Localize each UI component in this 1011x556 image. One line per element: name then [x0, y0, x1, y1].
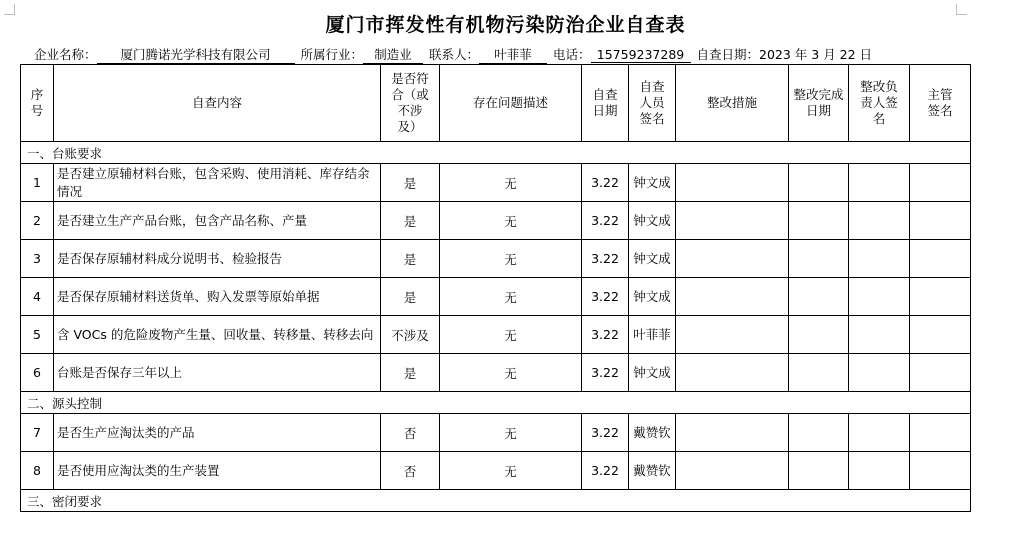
section-title: 二、源头控制 — [21, 392, 971, 414]
cell-content: 是否保存原辅材料成分说明书、检验报告 — [54, 240, 381, 278]
header-seq: 序号 — [21, 65, 54, 142]
cell-seq: 4 — [21, 278, 54, 316]
cell-measure — [676, 354, 789, 392]
cell-supervisor-signature — [910, 354, 971, 392]
cell-checker-signature: 钟文成 — [629, 202, 676, 240]
cell-checker-signature: 戴赞钦 — [629, 452, 676, 490]
cell-measure — [676, 414, 789, 452]
cell-issue: 无 — [440, 202, 582, 240]
cell-supervisor-signature — [910, 316, 971, 354]
section-row — [21, 392, 971, 414]
phone-value: 15759237289 — [591, 47, 691, 63]
cell-measure — [676, 202, 789, 240]
cell-conform: 是 — [381, 278, 440, 316]
cell-finish-date — [789, 316, 849, 354]
cell-checker-signature: 钟文成 — [629, 354, 676, 392]
section-title: 一、台账要求 — [21, 142, 971, 164]
table-row — [21, 354, 971, 392]
industry-label: 所属行业： — [300, 47, 364, 62]
cell-content: 台账是否保存三年以上 — [54, 354, 381, 392]
header-finish-date: 整改完成日期 — [789, 65, 849, 142]
table-row — [21, 278, 971, 316]
cell-supervisor-signature — [910, 414, 971, 452]
cell-finish-date — [789, 240, 849, 278]
cell-issue: 无 — [440, 414, 582, 452]
cell-issue: 无 — [440, 452, 582, 490]
table-row — [21, 240, 971, 278]
cell-finish-date — [789, 354, 849, 392]
cell-supervisor-signature — [910, 164, 971, 202]
cell-seq: 2 — [21, 202, 54, 240]
cell-check-date: 3.22 — [582, 202, 629, 240]
contact-label: 联系人： — [429, 47, 480, 62]
cell-checker-signature: 叶菲菲 — [629, 316, 676, 354]
section-title: 三、密闭要求 — [21, 490, 971, 512]
cell-checker-signature: 钟文成 — [629, 164, 676, 202]
cell-finish-date — [789, 414, 849, 452]
cell-issue: 无 — [440, 354, 582, 392]
header-checker: 自查人员签名 — [629, 65, 676, 142]
section-row — [21, 142, 971, 164]
cell-content: 是否建立原辅材料台账，包含采购、使用消耗、库存结余情况 — [54, 164, 381, 202]
cell-content: 是否生产应淘汰类的产品 — [54, 414, 381, 452]
cell-content: 是否建立生产产品台账，包含产品名称、产量 — [54, 202, 381, 240]
cell-issue: 无 — [440, 164, 582, 202]
cell-check-date: 3.22 — [582, 278, 629, 316]
cell-check-date: 3.22 — [582, 414, 629, 452]
company-label: 企业名称： — [34, 47, 97, 62]
cell-measure — [676, 278, 789, 316]
cell-responsible-signature — [849, 354, 910, 392]
cell-content: 是否保存原辅材料送货单、购入发票等原始单据 — [54, 278, 381, 316]
document-title: 厦门市挥发性有机物污染防治企业自查表 — [325, 14, 686, 36]
cell-finish-date — [789, 452, 849, 490]
cell-check-date: 3.22 — [582, 164, 629, 202]
cell-finish-date — [789, 278, 849, 316]
cell-supervisor-signature — [910, 278, 971, 316]
company-value: 厦门腾诺光学科技有限公司 — [97, 45, 295, 64]
cell-conform: 是 — [381, 354, 440, 392]
cell-measure — [676, 316, 789, 354]
cell-seq: 3 — [21, 240, 54, 278]
cell-responsible-signature — [849, 278, 910, 316]
cell-supervisor-signature — [910, 202, 971, 240]
cell-seq: 1 — [21, 164, 54, 202]
cell-content: 含 VOCs 的危险废物产生量、回收量、转移量、转移去向 — [54, 316, 381, 354]
date-value: 2023 年 3 月 22 日 — [759, 47, 873, 62]
cell-seq: 6 — [21, 354, 54, 392]
phone-label: 电话： — [553, 47, 591, 62]
cell-responsible-signature — [849, 414, 910, 452]
header-content: 自查内容 — [54, 65, 381, 142]
table-header-row — [21, 65, 971, 142]
table-row — [21, 414, 971, 452]
cell-check-date: 3.22 — [582, 240, 629, 278]
table-row — [21, 164, 971, 202]
cell-responsible-signature — [849, 164, 910, 202]
table-row — [21, 452, 971, 490]
cell-conform: 否 — [381, 452, 440, 490]
industry-value: 制造业 — [363, 45, 423, 64]
cell-finish-date — [789, 164, 849, 202]
cell-checker-signature: 钟文成 — [629, 278, 676, 316]
cell-finish-date — [789, 202, 849, 240]
cell-check-date: 3.22 — [582, 316, 629, 354]
cell-issue: 无 — [440, 316, 582, 354]
cell-seq: 7 — [21, 414, 54, 452]
cell-seq: 5 — [21, 316, 54, 354]
cell-check-date: 3.22 — [582, 452, 629, 490]
cell-checker-signature: 钟文成 — [629, 240, 676, 278]
cell-conform: 不涉及 — [381, 316, 440, 354]
header-measure: 整改措施 — [676, 65, 789, 142]
header-conform: 是否符合（或不涉及） — [381, 65, 440, 142]
cell-check-date: 3.22 — [582, 354, 629, 392]
table-row — [21, 316, 971, 354]
cell-content: 是否使用应淘汰类的生产装置 — [54, 452, 381, 490]
date-label: 自查日期： — [696, 47, 760, 62]
cell-conform: 是 — [381, 240, 440, 278]
cell-conform: 否 — [381, 414, 440, 452]
cell-supervisor-signature — [910, 240, 971, 278]
cell-issue: 无 — [440, 240, 582, 278]
self-check-table — [20, 64, 971, 512]
cell-measure — [676, 240, 789, 278]
cell-supervisor-signature — [910, 452, 971, 490]
table-row — [21, 202, 971, 240]
header-check-date: 自查日期 — [582, 65, 629, 142]
cell-issue: 无 — [440, 278, 582, 316]
company-info-line — [32, 45, 872, 64]
header-issue: 存在问题描述 — [440, 65, 582, 142]
cell-conform: 是 — [381, 202, 440, 240]
section-row — [21, 490, 971, 512]
cell-seq: 8 — [21, 452, 54, 490]
cell-measure — [676, 452, 789, 490]
cell-measure — [676, 164, 789, 202]
cell-responsible-signature — [849, 202, 910, 240]
header-supervisor: 主管签名 — [910, 65, 971, 142]
cell-checker-signature: 戴赞钦 — [629, 414, 676, 452]
contact-value: 叶菲菲 — [479, 45, 547, 64]
cell-responsible-signature — [849, 240, 910, 278]
header-responsible: 整改负责人签名 — [849, 65, 910, 142]
cell-responsible-signature — [849, 452, 910, 490]
cell-conform: 是 — [381, 164, 440, 202]
cell-responsible-signature — [849, 316, 910, 354]
